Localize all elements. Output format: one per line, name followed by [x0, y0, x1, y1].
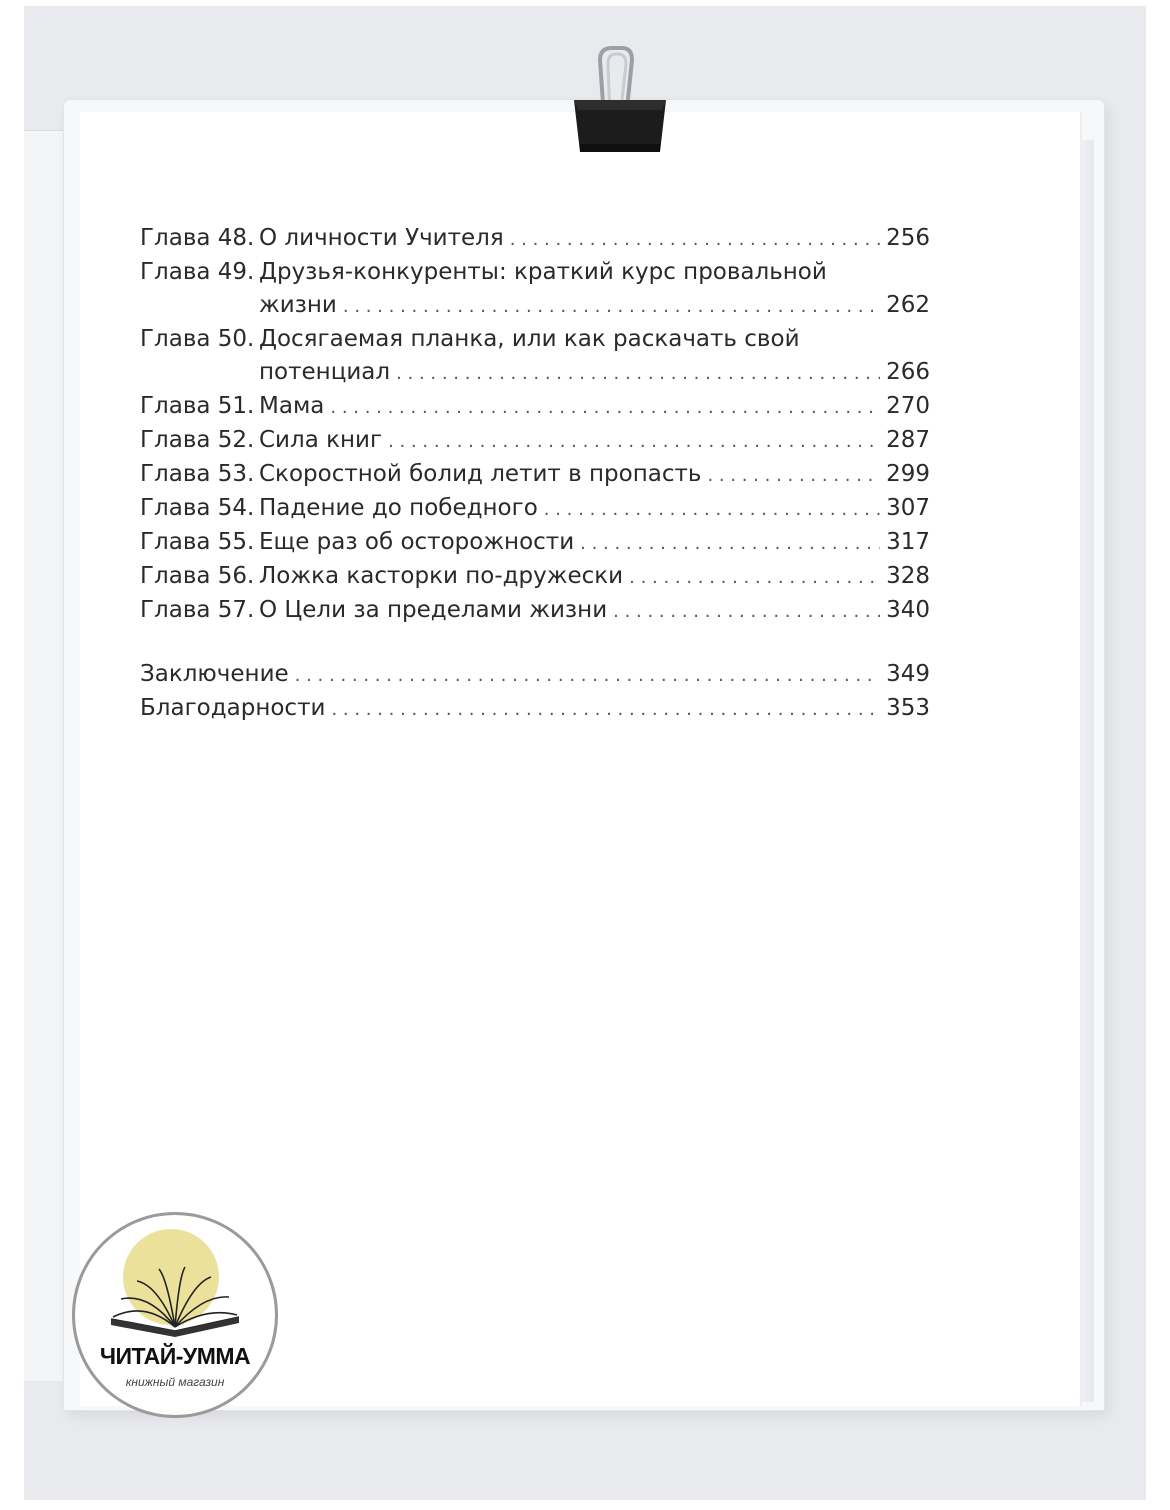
chapter-number: Глава 55. [140, 529, 255, 555]
logo-name: ЧИТАЙ-УММА [99, 1343, 251, 1369]
dot-leader [330, 391, 880, 424]
logo-subtitle: книжный магазин [125, 1375, 225, 1389]
dot-leader [295, 659, 880, 692]
page-edge [1080, 140, 1094, 1402]
toc-entry [140, 594, 930, 628]
toc-entry-continuation [140, 356, 930, 390]
section-title: Заключение [140, 661, 289, 687]
chapter-title: Ложка касторки по-дружески [259, 563, 624, 589]
chapter-number: Глава 54. [140, 495, 255, 521]
section-title: Благодарности [140, 695, 326, 721]
chapter-title: Скоростной болид летит в пропасть [259, 461, 702, 487]
toc-entry [140, 492, 930, 526]
chapter-number: Глава 52. [140, 427, 255, 453]
page-number: 307 [886, 495, 930, 521]
chapter-number: Глава 50. [140, 326, 255, 352]
chapter-title-continuation: жизни [259, 292, 337, 318]
chapter-title: Мама [259, 393, 325, 419]
page-number: 287 [886, 427, 930, 453]
store-logo [72, 1212, 278, 1418]
page-number: 317 [886, 529, 930, 555]
toc-entry [140, 323, 930, 356]
toc-entry-continuation [140, 289, 930, 323]
page-number: 349 [886, 661, 930, 687]
page-number: 353 [886, 695, 930, 721]
dot-leader [707, 459, 880, 492]
chapter-number: Глава 49. [140, 259, 255, 285]
dot-leader [544, 493, 880, 526]
chapter-title-continuation: потенциал [259, 359, 391, 385]
page-number: 299 [886, 461, 930, 487]
dot-leader [510, 223, 880, 256]
chapter-title: Падение до победного [259, 495, 538, 521]
toc-entry [140, 256, 930, 289]
toc-entry-conclusion [140, 658, 930, 692]
page-number: 328 [886, 563, 930, 589]
chapter-number: Глава 53. [140, 461, 255, 487]
dot-leader [629, 561, 880, 594]
chapter-number: Глава 57. [140, 597, 255, 623]
chapter-title: О Цели за пределами жизни [259, 597, 608, 623]
binder-clip-icon [560, 40, 680, 160]
chapter-title: Досягаемая планка, или как раскачать свой [259, 326, 800, 352]
toc-entry [140, 458, 930, 492]
dot-leader [343, 290, 880, 323]
page-number: 340 [886, 597, 930, 623]
page-number: 262 [886, 292, 930, 318]
chapter-title: О личности Учителя [259, 225, 504, 251]
page-number: 266 [886, 359, 930, 385]
toc-entry [140, 390, 930, 424]
dot-leader [613, 595, 880, 628]
dot-leader [580, 527, 880, 560]
chapter-title: Сила книг [259, 427, 383, 453]
dot-leader [388, 425, 880, 458]
dot-leader [396, 357, 880, 390]
table-of-contents [140, 222, 930, 726]
chapter-title: Еще раз об осторожности [259, 529, 575, 555]
dot-leader [331, 693, 880, 726]
chapter-title: Друзья-конкуренты: краткий курс провальной [259, 259, 827, 285]
toc-entry [140, 560, 930, 594]
page-number: 256 [886, 225, 930, 251]
toc-entry [140, 526, 930, 560]
toc-entry [140, 222, 930, 256]
toc-entry [140, 424, 930, 458]
chapter-number: Глава 51. [140, 393, 255, 419]
toc-entry-acknowledgements [140, 692, 930, 726]
page-number: 270 [886, 393, 930, 419]
chapter-number: Глава 48. [140, 225, 255, 251]
chapter-number: Глава 56. [140, 563, 255, 589]
